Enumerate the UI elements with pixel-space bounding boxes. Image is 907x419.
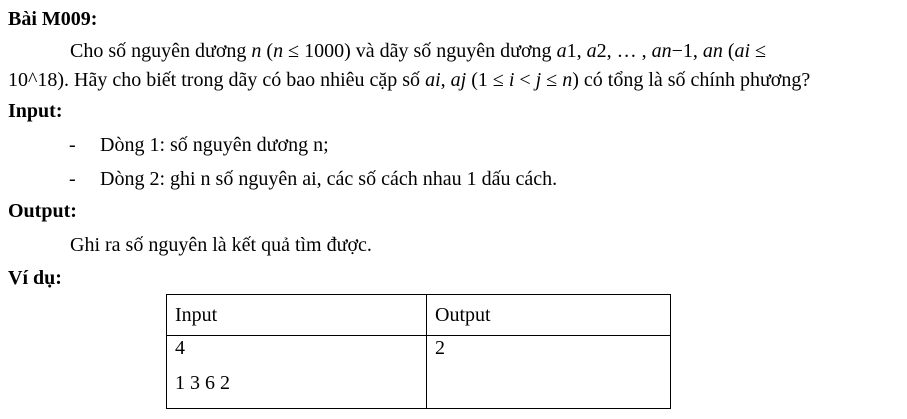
math-n: n xyxy=(273,40,284,62)
output-description: Ghi ra số nguyên là kết quả tìm được. xyxy=(70,234,372,256)
statement-line-2 xyxy=(8,68,810,92)
bullet-dash: - xyxy=(69,168,76,190)
text: , xyxy=(440,69,451,91)
math-i: i xyxy=(508,69,515,91)
math-ai: ai xyxy=(425,69,441,91)
cell-output: 2 xyxy=(427,336,671,409)
bullet-dash: - xyxy=(69,134,76,156)
math-n: n xyxy=(251,40,262,62)
math-an: an xyxy=(651,40,672,62)
table-header-row xyxy=(167,295,671,336)
text: −1, xyxy=(671,40,703,62)
header-output: Output xyxy=(427,295,671,336)
text: 1, xyxy=(566,40,587,62)
input-line-2: 1 3 6 2 xyxy=(175,372,230,394)
example-heading: Ví dụ: xyxy=(8,267,62,289)
text: 2, … , xyxy=(596,40,652,62)
text: 10^18). Hãy cho biết trong dãy có bao nhiêu cặp số xyxy=(8,69,426,91)
text: ) có tổng là số chính phương? xyxy=(572,69,811,91)
math-a: a xyxy=(586,40,597,62)
math-ai: ai xyxy=(734,40,751,62)
math-aj: aj xyxy=(450,69,467,91)
problem-title: Bài M009: xyxy=(8,8,98,30)
input-item-2: Dòng 2: ghi n số nguyên ai, các số cách nhau 1 dấu cách. xyxy=(100,168,558,190)
text: ≤ 1000) và dãy số nguyên dương xyxy=(283,40,557,62)
text: < xyxy=(514,69,536,91)
math-an: an xyxy=(702,40,723,62)
text: Cho số nguyên dương xyxy=(70,40,252,62)
statement-line-1 xyxy=(70,39,766,63)
math-a: a xyxy=(556,40,567,62)
text: ( xyxy=(722,40,735,62)
example-table xyxy=(166,294,671,409)
text: ≤ xyxy=(541,69,563,91)
cell-input xyxy=(167,336,427,409)
input-heading: Input: xyxy=(8,100,63,122)
header-input: Input xyxy=(167,295,427,336)
math-n: n xyxy=(562,69,573,91)
text: ( xyxy=(261,40,274,62)
table-row xyxy=(167,336,671,409)
input-line-1: 4 xyxy=(175,337,185,359)
text: (1 ≤ xyxy=(466,69,509,91)
output-heading: Output: xyxy=(8,200,77,222)
input-item-1: Dòng 1: số nguyên dương n; xyxy=(100,134,329,156)
math-j: j xyxy=(535,69,542,91)
text: ≤ xyxy=(750,40,767,62)
